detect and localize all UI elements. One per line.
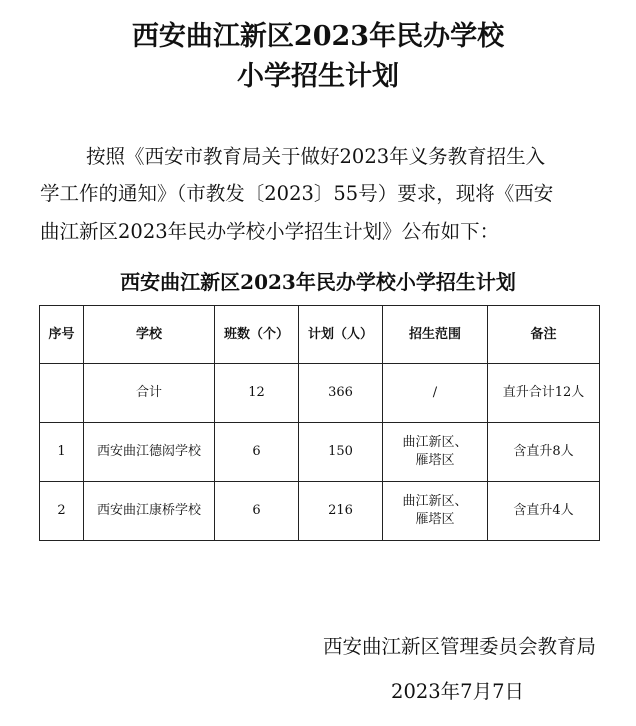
- issue-date: 2023年7月7日: [391, 680, 524, 703]
- cell-plan: 366: [299, 364, 383, 423]
- cell-classes: 6: [215, 482, 299, 541]
- table-caption: 西安曲江新区2023年民办学校小学招生计划: [120, 270, 516, 294]
- cell-school: 西安曲江德闳学校: [84, 423, 215, 482]
- cell-plan: 216: [299, 482, 383, 541]
- header-school: 学校: [84, 306, 215, 364]
- cell-range: [383, 482, 488, 541]
- table-header-row: [40, 306, 600, 364]
- cell-school: 西安曲江康桥学校: [84, 482, 215, 541]
- cell-range: [383, 364, 488, 423]
- table-row: [40, 364, 600, 423]
- cell-range-line-2: 雁塔区: [415, 453, 455, 468]
- cell-range-line-1: 曲江新区、: [402, 494, 468, 510]
- cell-range-line-1: /: [432, 385, 438, 401]
- issuing-organization: 西安曲江新区管理委员会教育局: [322, 635, 596, 658]
- cell-index: 1: [40, 423, 84, 482]
- cell-note: 直升合计12人: [488, 364, 600, 423]
- header-note: 备注: [488, 306, 600, 364]
- enrollment-plan-table: [39, 305, 600, 541]
- cell-range-line-1: 曲江新区、: [402, 435, 468, 451]
- header-index: 序号: [40, 306, 84, 364]
- cell-plan: 150: [299, 423, 383, 482]
- header-plan: 计划（人）: [299, 306, 383, 364]
- body-text-line-3: 曲江新区2023年民办学校小学招生计划》公布如下：: [40, 220, 500, 243]
- cell-note: 含直升8人: [488, 423, 600, 482]
- cell-range: [383, 423, 488, 482]
- document-title-line-1: 西安曲江新区2023年民办学校: [131, 21, 505, 52]
- cell-note: 含直升4人: [488, 482, 600, 541]
- cell-index: [40, 364, 84, 423]
- body-text-line-1: 按照《西安市教育局关于做好2023年义务教育招生入: [86, 145, 546, 168]
- table-row: [40, 482, 600, 541]
- cell-school: 合计: [84, 364, 215, 423]
- cell-index: 2: [40, 482, 84, 541]
- cell-range-line-2: 雁塔区: [415, 512, 455, 527]
- cell-classes: 6: [215, 423, 299, 482]
- body-text-line-2: 学工作的通知》（市教发〔2023〕55号）要求，现将《西安: [40, 182, 554, 205]
- header-range: 招生范围: [383, 306, 488, 364]
- document-title-line-2: 小学招生计划: [237, 61, 399, 92]
- table-row: [40, 423, 600, 482]
- header-classes: 班数（个）: [215, 306, 299, 364]
- cell-classes: 12: [215, 364, 299, 423]
